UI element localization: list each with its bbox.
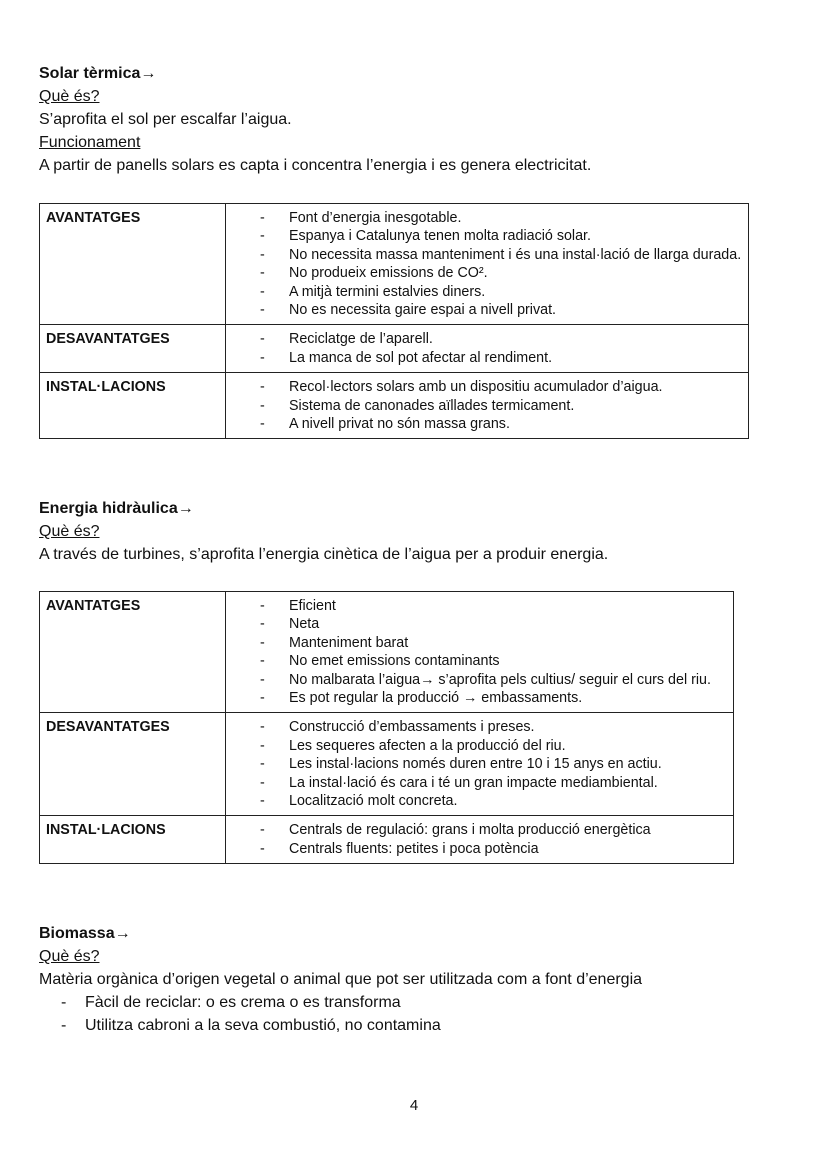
bullet-item: - Construcció d’embassaments i preses. — [260, 718, 727, 736]
section-energia-hidraulica — [39, 497, 799, 566]
row-label: DESAVANTATGES — [40, 325, 226, 373]
bullet-item: - La instal·lació és cara i té un gran impacte mediambiental. — [260, 774, 727, 792]
bullet-item: - Reciclatge de l’aparell. — [260, 330, 742, 348]
bullet-item: - Espanya i Catalunya tenen molta radiació solar. — [260, 227, 742, 245]
definition-text: Matèria orgànica d’origen vegetal o animal que pot ser utilitzada com a font d’energia — [39, 971, 643, 988]
bullet-list — [232, 821, 727, 858]
subheading-funcionament: Funcionament — [39, 134, 141, 151]
section-solar-termica — [39, 62, 799, 177]
bullet-item: - Font d’energia inesgotable. — [260, 209, 742, 227]
row-label: AVANTATGES — [40, 592, 226, 713]
bullet-item: - Fàcil de reciclar: o es crema o es transforma — [61, 991, 809, 1014]
subheading-que-es: Què és? — [39, 948, 100, 965]
section-title: Energia hidràulica→ — [39, 500, 194, 517]
bullet-list — [232, 209, 742, 319]
energia-hidraulica-table — [39, 591, 734, 864]
bullet-item: - Centrals fluents: petites i poca potència — [260, 840, 727, 858]
row-items — [226, 204, 749, 325]
table-row — [40, 325, 749, 373]
definition-text: A través de turbines, s’aprofita l’energia cinètica de l’aigua per a produir energia. — [39, 546, 609, 563]
row-items — [226, 325, 749, 373]
table-row — [40, 373, 749, 439]
bullet-item: - Recol·lectors solars amb un dispositiu acumulador d’aigua. — [260, 378, 742, 396]
bullet-list — [232, 597, 727, 707]
table-row — [40, 816, 734, 864]
table-row — [40, 592, 734, 713]
biomassa-bullets — [39, 991, 809, 1037]
bullet-item: - No necessita massa manteniment i és una instal·lació de llarga durada. — [260, 246, 742, 264]
table-row — [40, 713, 734, 816]
bullet-item: - No produeix emissions de CO². — [260, 264, 742, 282]
bullet-item: - No emet emissions contaminants — [260, 652, 727, 670]
bullet-list — [232, 378, 742, 433]
bullet-item: - Les sequeres afecten a la producció del riu. — [260, 737, 727, 755]
bullet-item: - A nivell privat no són massa grans. — [260, 415, 742, 433]
subheading-que-es: Què és? — [39, 523, 100, 540]
subheading-que-es: Què és? — [39, 88, 100, 105]
bullet-item: - Eficient — [260, 597, 727, 615]
bullet-item: - Es pot regular la producció → embassaments. — [260, 689, 727, 707]
page-number: 4 — [409, 1097, 419, 1114]
funcionament-text: A partir de panells solars es capta i concentra l’energia i es genera electricitat. — [39, 157, 592, 174]
section-title: Solar tèrmica→ — [39, 65, 157, 82]
row-items — [226, 592, 734, 713]
row-label: AVANTATGES — [40, 204, 226, 325]
row-label: INSTAL·LACIONS — [40, 816, 226, 864]
section-title: Biomassa→ — [39, 925, 131, 942]
bullet-item: - Neta — [260, 615, 727, 633]
bullet-item: - No malbarata l’aigua→ s’aprofita pels cultius/ seguir el curs del riu. — [260, 671, 727, 689]
row-label: INSTAL·LACIONS — [40, 373, 226, 439]
row-items — [226, 713, 734, 816]
table-row — [40, 204, 749, 325]
section-biomassa — [39, 922, 809, 1037]
bullet-item: - A mitjà termini estalvies diners. — [260, 283, 742, 301]
bullet-list — [232, 718, 727, 810]
bullet-list — [232, 330, 742, 367]
row-items — [226, 816, 734, 864]
bullet-item: - Manteniment barat — [260, 634, 727, 652]
definition-text: S’aprofita el sol per escalfar l’aigua. — [39, 111, 292, 128]
bullet-item: - Les instal·lacions només duren entre 10 i 15 anys en actiu. — [260, 755, 727, 773]
bullet-item: - Localització molt concreta. — [260, 792, 727, 810]
row-label: DESAVANTATGES — [40, 713, 226, 816]
bullet-item: - Centrals de regulació: grans i molta producció energètica — [260, 821, 727, 839]
solar-termica-table — [39, 203, 749, 439]
row-items — [226, 373, 749, 439]
bullet-item: - No es necessita gaire espai a nivell privat. — [260, 301, 742, 319]
bullet-item: - La manca de sol pot afectar al rendiment. — [260, 349, 742, 367]
bullet-item: - Utilitza cabroni a la seva combustió, no contamina — [61, 1014, 809, 1037]
bullet-item: - Sistema de canonades aïllades termicament. — [260, 397, 742, 415]
